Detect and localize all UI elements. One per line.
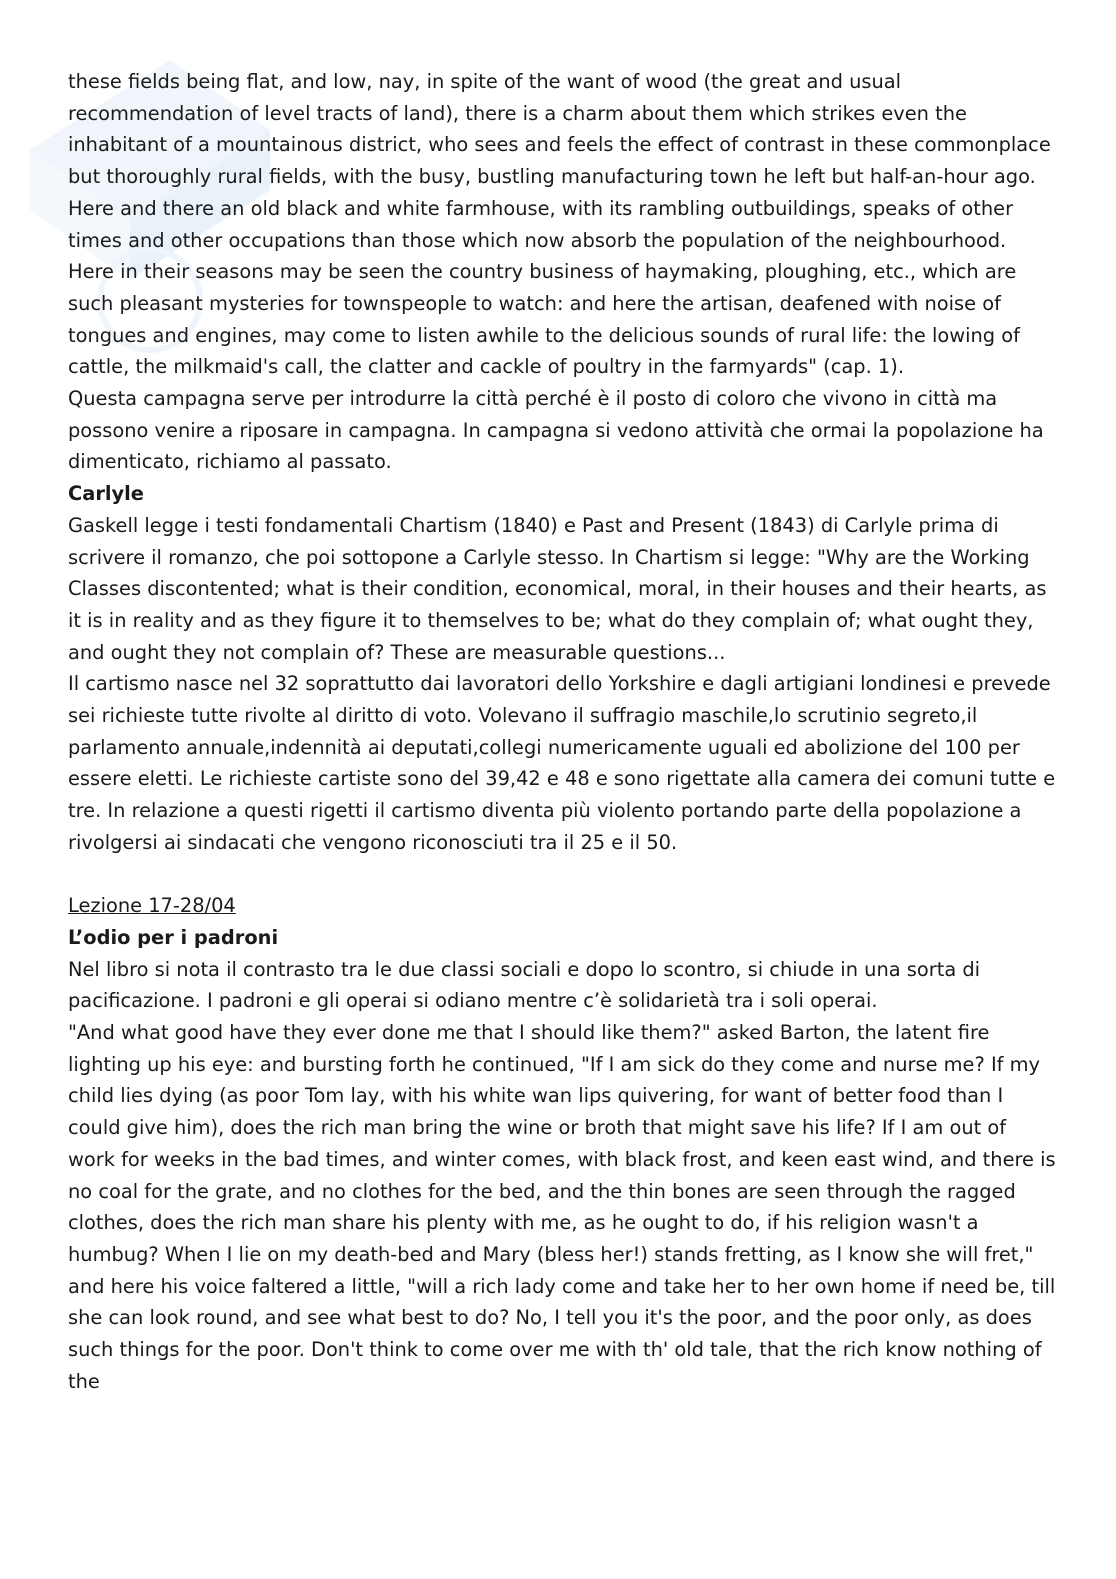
paragraph-contrasto: Nel libro si nota il contrasto tra le due classi sociali e dopo lo scontro, si chiude in una sorta di pacificazione. I padroni e gli operai si odiano mentre c’è solidarietà tra i soli operai. (68, 957, 981, 1013)
paragraph-quote-fields: these fields being flat, and low, nay, in spite of the want of wood (the great and usual recommendation of level tracts of land), there is a charm about them which strikes even the inhabitant of a mountainous district, who sees and feels the effect of contrast in these commonplace but thoroughly rural fields, with the busy, bustling manufacturing town he left but half-an-hour ago. Here and there an old black and white farmhouse, with its rambling outbuildings, speaks of other times and other occupations than those which now absorb the population of the neighbourhood. Here in their seasons may be seen the country business of haymaking, ploughing, etc., which are such pleasant mysteries for townspeople to watch: and here the artisan, deafened with noise of tongues and engines, may come to listen awhile to the delicious sounds of rural life: the lowing of cattle, the milkmaid's call, the clatter and cackle of poultry in the farmyards" (cap. 1). (68, 70, 1051, 379)
blank-line (68, 859, 1058, 891)
paragraph-cartismo: Il cartismo nasce nel 32 soprattutto dai lavoratori dello Yorkshire e dagli artigiani londinesi e prevede sei richieste tutte rivolte al diritto di voto. Volevano il suffragio maschile,lo scrutinio segreto,il parlamento annuale,indennità ai deputati,collegi numericamente uguali ed abolizione del 100 per essere eletti. Le richieste cartiste sono del 39,42 e 48 e sono rigettate alla camera dei comuni tutte e tre. In relazione a questi rigetti il cartismo diventa più violento portando parte della popolazione a rivolgersi ai sindacati che vengono riconosciuti tra il 25 e il 50. (68, 672, 1056, 854)
paragraph-barton-quote: "And what good have they ever done me that I should like them?" asked Barton, the latent fire lighting up his eye: and bursting forth he continued, "If I am sick do they come and nurse me? If my child lies dying (as poor Tom lay, with his white wan lips quivering, for want of better food than I could give him), does the rich man bring the wine or broth that might save his life? If I am out of work for weeks in the bad times, and winter comes, with black frost, and keen east wind, and there is no coal for the grate, and no clothes for the bed, and the thin bones are seen through the ragged clothes, does the rich man share his plenty with me, as he ought to do, if his religion wasn't a humbug? When I lie on my death-bed and Mary (bless her!) stands fretting, as I know she will fret," and here his voice faltered a little, "will a rich lady come and take her to her own home if need be, till she can look round, and see what best to do? No, I tell you it's the poor, and the poor only, as does such things for the poor. Don't think to come over me with th' old tale, that the rich know nothing of the (68, 1021, 1056, 1393)
heading-carlyle: Carlyle (68, 482, 144, 506)
lesson-title: Lezione 17-28/04 (68, 894, 236, 918)
heading-odio-padroni: L’odio per i padroni (68, 925, 279, 949)
document-page (68, 66, 1058, 1398)
paragraph-campagna: Questa campagna serve per introdurre la città perché è il posto di coloro che vivono in città ma possono venire a riposare in campagna. In campagna si vedono attività che ormai la popolazione ha dimenticato, richiamo al passato. (68, 387, 1044, 474)
paragraph-gaskell-carlyle: Gaskell legge i testi fondamentali Chartism (1840) e Past and Present (1843) di Carlyle prima di scrivere il romanzo, che poi sottopone a Carlyle stesso. In Chartism si legge: "Why are the Working Classes discontented; what is their condition, economical, moral, in their houses and their hearts, as it is in reality and as they figure it to themselves to be; what do they complain of; what ought they, and ought they not complain of? These are measurable questions... (68, 513, 1047, 664)
